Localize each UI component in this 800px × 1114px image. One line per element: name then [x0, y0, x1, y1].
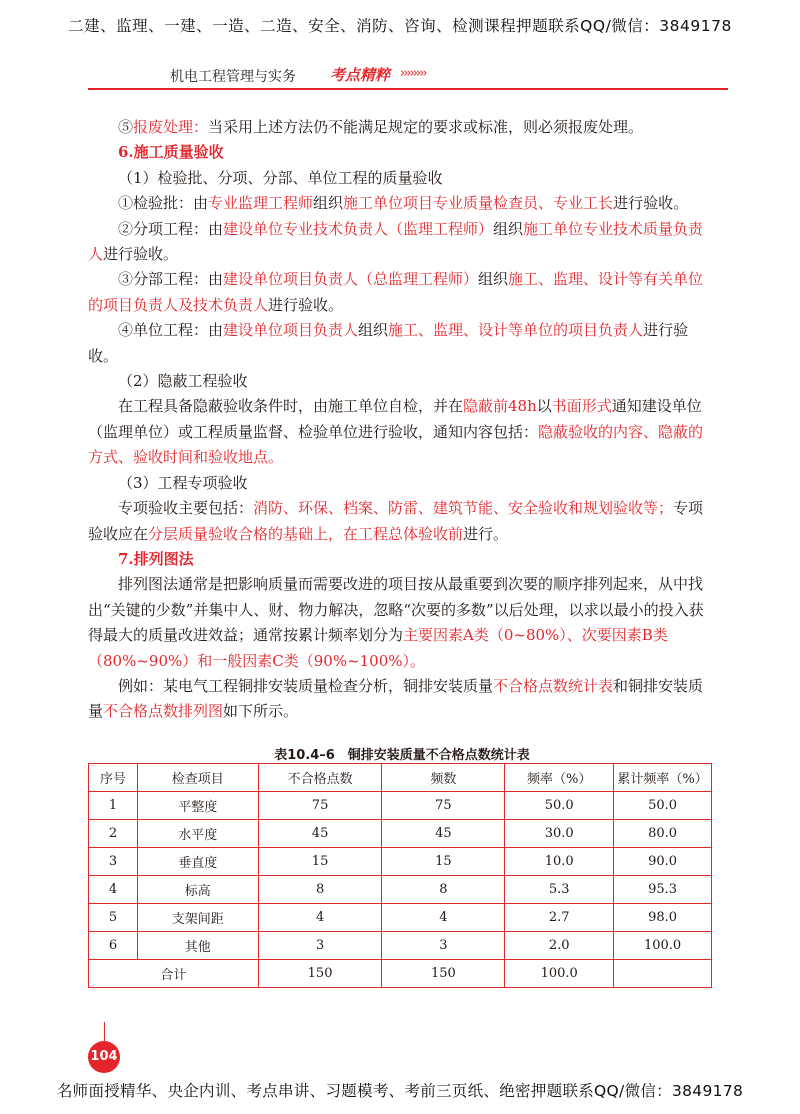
- cell: 45: [258, 820, 382, 848]
- text: 组织: [478, 270, 509, 289]
- highlight: 施工、监理、设计等单位的项目负责人: [388, 321, 644, 340]
- text: ④单位工程：由: [118, 321, 224, 340]
- subsection-heading-2: （2）隐蔽工程验收: [118, 372, 248, 391]
- cell: 标高: [137, 876, 258, 904]
- cell: 3: [258, 932, 382, 960]
- text: 组织: [493, 219, 524, 238]
- text: 以: [536, 397, 552, 416]
- highlight: 分层质量验收合格的基础上，在工程总体验收前: [148, 524, 464, 543]
- cell: 150: [258, 960, 382, 988]
- cell: 5.3: [505, 876, 614, 904]
- cell: 50.0: [614, 792, 712, 820]
- cell: 80.0: [614, 820, 712, 848]
- table-header-row: [89, 764, 712, 792]
- text: 通知建设单位（监理单位）或工程质量监督、检验单位进行验收，通知内容包括：: [88, 397, 702, 441]
- bottom-banner: 名师面授精华、央企内训、考点串讲、习题模考、考前三页纸、绝密押题联系QQ/微信：3849178: [56, 1082, 744, 1100]
- cell: 5: [89, 904, 138, 932]
- table-row: [89, 904, 712, 932]
- header-cumulative: 累计频率（%）: [614, 764, 712, 792]
- cell: 150: [382, 960, 505, 988]
- text: 排列图法通常是把影响质量而需要改进的项目按从最重要到次要的顺序排列起来，从中找出“关键的少数”并集中人、财、物力解决，忽略“次要的多数”以后处理，以求以最小的投入获得最大的质量改进效益；通常按累计频率划分为: [88, 575, 704, 645]
- page-header: [88, 62, 728, 90]
- highlight: 隐蔽验收的内容、隐蔽的方式、验收时间和验收地点。: [88, 422, 704, 467]
- cell: 垂直度: [137, 848, 258, 876]
- paragraph-division: [88, 267, 716, 318]
- highlight: 报废处理：: [133, 118, 209, 136]
- cell: 4: [89, 876, 138, 904]
- header-tag: 考点精粹: [330, 66, 391, 84]
- cell: [614, 960, 712, 988]
- cell: 支架间距: [137, 904, 258, 932]
- cell: 90.0: [614, 848, 712, 876]
- table-row: [89, 820, 712, 848]
- highlight: 专业监理工程师: [208, 194, 314, 213]
- text: 组织: [313, 194, 344, 213]
- table-total-row: [89, 960, 712, 988]
- header-rate: 频率（%）: [505, 764, 614, 792]
- text: 进行。: [463, 524, 509, 543]
- header-arrows-icon: ››››››››: [400, 66, 426, 81]
- defect-table: [88, 763, 712, 988]
- paragraph-concealed: [88, 394, 716, 470]
- highlight: 消防、环保、档案、防雷、建筑节能、安全验收和规划验收等；: [253, 499, 674, 518]
- highlight: 书面形式: [551, 397, 612, 416]
- header-title: 机电工程管理与实务: [170, 69, 296, 85]
- total-label: 合计: [89, 960, 259, 988]
- table-row: [89, 932, 712, 960]
- paragraph-subitem: [88, 217, 716, 268]
- main-content: [88, 115, 716, 725]
- highlight: 施工单位项目专业质量检查员、专业工长: [343, 194, 614, 213]
- cell: 30.0: [505, 820, 614, 848]
- cell: 2.7: [505, 904, 614, 932]
- highlight: 不合格点数排列图: [103, 702, 224, 721]
- cell: 45: [382, 820, 505, 848]
- header-frequency: 频数: [382, 764, 505, 792]
- table-caption: 表10.4–6 铜排安装质量不合格点数统计表: [274, 748, 530, 763]
- subsection-heading-3: （3）工程专项验收: [118, 473, 248, 492]
- highlight: 施工单位专业技术质量负责人: [88, 219, 704, 264]
- table-row: [89, 792, 712, 820]
- table-row: [89, 876, 712, 904]
- top-banner: 二建、监理、一建、一造、二造、安全、消防、咨询、检测课程押题联系QQ/微信：3849178: [68, 17, 732, 35]
- text: 当采用上述方法仍不能满足规定的要求或标准，则必须报废处理。: [208, 118, 644, 136]
- cell: 2.0: [505, 932, 614, 960]
- cell: 15: [382, 848, 505, 876]
- text: 例如：某电气工程铜排安装质量检查分析，铜排安装质量: [118, 676, 494, 695]
- paragraph-example: [88, 674, 716, 725]
- cell: 15: [258, 848, 382, 876]
- text: 在工程具备隐蔽验收条件时，由施工单位自检，并在: [118, 397, 464, 416]
- cell: 95.3: [614, 876, 712, 904]
- cell: 75: [258, 792, 382, 820]
- paragraph-pareto: [88, 572, 716, 674]
- header-item: 检查项目: [137, 764, 258, 792]
- cell: 75: [382, 792, 505, 820]
- page-badge-stem: [104, 1022, 105, 1042]
- highlight: 施工、监理、设计等有关单位的项目负责人及技术负责人: [88, 270, 704, 314]
- text: 进行验收。: [103, 245, 179, 264]
- cell: 平整度: [137, 792, 258, 820]
- cell: 水平度: [137, 820, 258, 848]
- highlight: 主要因素A类（0~80%）、次要因素B类（80%~90%）和一般因素C类（90%~100%）。: [88, 626, 668, 670]
- paragraph-scrap: [88, 115, 716, 140]
- highlight: 不合格点数统计表: [493, 676, 614, 695]
- cell: 50.0: [505, 792, 614, 820]
- text: 专项验收应在: [88, 499, 704, 543]
- cell: 8: [258, 876, 382, 904]
- text: 专项验收主要包括：: [118, 499, 254, 518]
- cell: 4: [258, 904, 382, 932]
- paragraph-special: [88, 496, 716, 547]
- paragraph-unit: [88, 318, 716, 369]
- cell: 98.0: [614, 904, 712, 932]
- text: ⑤: [118, 118, 134, 136]
- highlight: 建设单位专业技术负责人（监理工程师）: [223, 219, 494, 238]
- header-rule: [88, 88, 728, 90]
- text: ①检验批：由: [118, 194, 209, 213]
- cell: 其他: [137, 932, 258, 960]
- text: 进行验收。: [268, 295, 344, 314]
- cell: 1: [89, 792, 138, 820]
- page-number: 104: [88, 1041, 120, 1073]
- header-defects: 不合格点数: [258, 764, 382, 792]
- paragraph-inspection-lot: [88, 191, 716, 216]
- section-heading-7: 7.排列图法: [118, 549, 194, 568]
- text: 进行验收。: [88, 321, 689, 365]
- table-row: [89, 848, 712, 876]
- text: ③分部工程：由: [118, 270, 224, 289]
- section-heading-6: 6.施工质量验收: [118, 143, 224, 162]
- cell: 6: [89, 932, 138, 960]
- cell: 4: [382, 904, 505, 932]
- highlight: 建设单位项目负责人（总监理工程师）: [223, 270, 479, 289]
- highlight: 建设单位项目负责人: [223, 321, 359, 340]
- cell: 8: [382, 876, 505, 904]
- cell: 3: [382, 932, 505, 960]
- cell: 3: [89, 848, 138, 876]
- cell: 100.0: [505, 960, 614, 988]
- highlight: 隐蔽前48h: [463, 397, 537, 416]
- header-index: 序号: [89, 764, 138, 792]
- text: ②分项工程：由: [118, 219, 224, 238]
- text: 组织: [358, 321, 389, 340]
- cell: 10.0: [505, 848, 614, 876]
- cell: 100.0: [614, 932, 712, 960]
- subsection-heading-1: （1）检验批、分项、分部、单位工程的质量验收: [118, 168, 443, 187]
- text: 和铜排安装质量: [88, 676, 704, 721]
- text: 如下所示。: [223, 702, 299, 721]
- text: 进行验收。: [613, 194, 689, 213]
- cell: 2: [89, 820, 138, 848]
